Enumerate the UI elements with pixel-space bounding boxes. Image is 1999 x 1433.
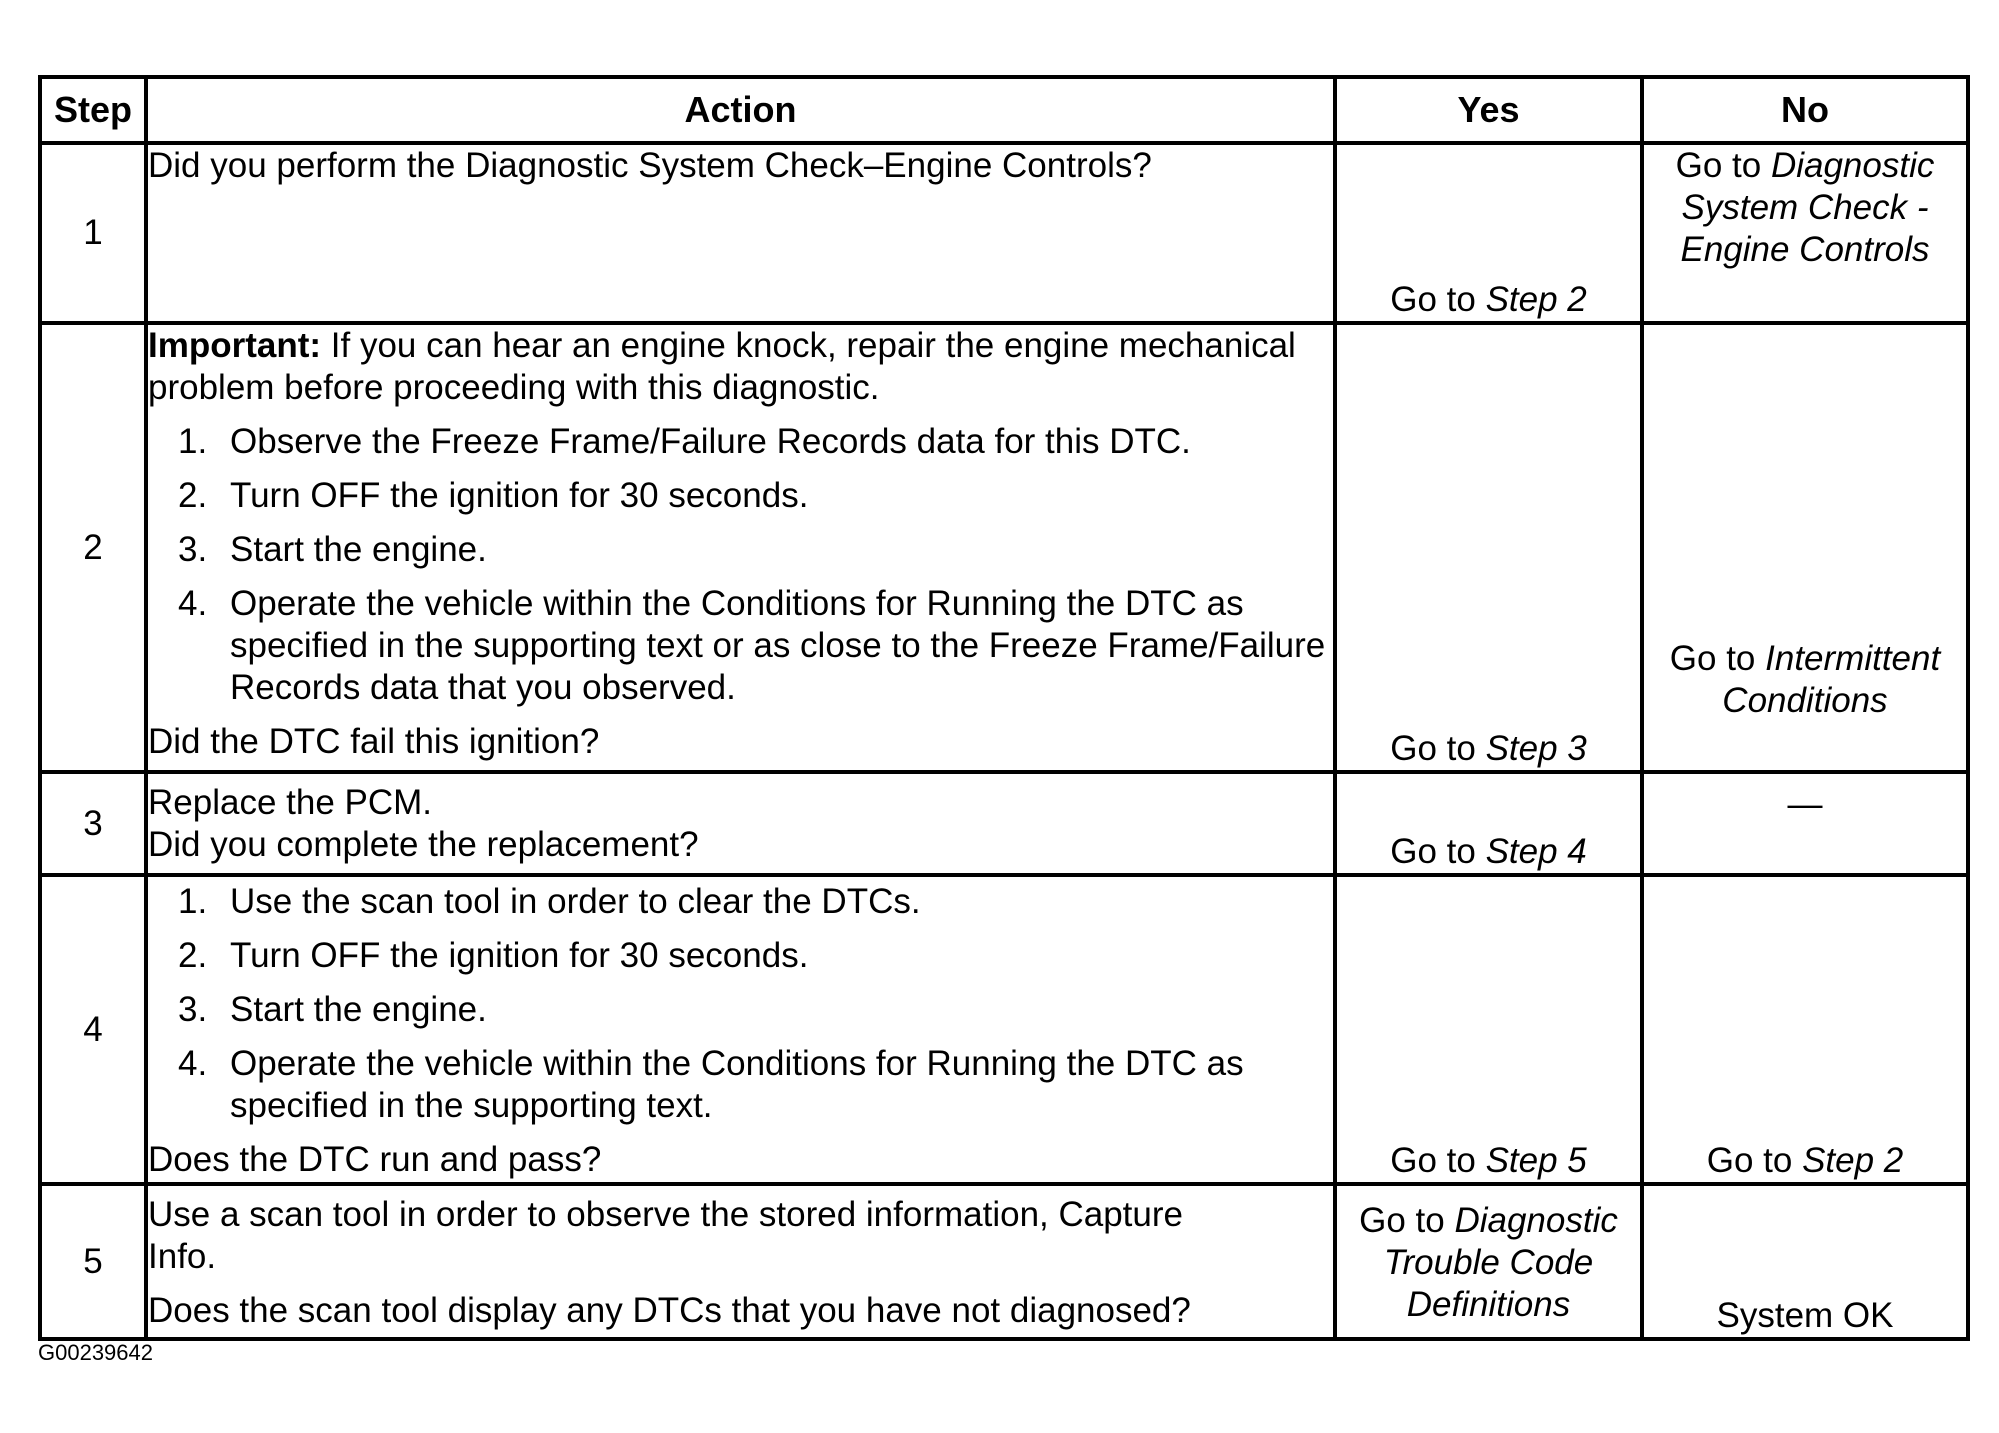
action-question: Does the DTC run and pass? — [148, 1140, 602, 1179]
action-cell — [146, 772, 1335, 875]
table-row — [40, 323, 1968, 772]
no-target-line3: Engine Controls — [1680, 230, 1930, 269]
yes-prefix: Go to — [1390, 1141, 1476, 1180]
action-cell — [146, 143, 1335, 323]
list-item — [148, 989, 1333, 1031]
list-item-number: 4. — [178, 1044, 208, 1083]
list-item — [148, 583, 1333, 709]
list-item-number: 1. — [178, 882, 208, 921]
no-target-line1: Intermittent — [1765, 639, 1941, 678]
step-number: 5 — [40, 1184, 146, 1339]
important-text: If you can hear an engine knock, repair the engine mechanical problem before proceeding with this diagnostic. — [148, 326, 1296, 407]
yes-prefix: Go to — [1390, 832, 1476, 871]
header-row — [40, 77, 1968, 143]
action-text: Use a scan tool in order to observe the stored information, Capture Info. — [148, 1195, 1183, 1276]
figure-id: G00239642 — [38, 1340, 153, 1365]
yes-target: Step 4 — [1485, 832, 1587, 871]
header-step: Step — [40, 77, 146, 143]
list-item — [148, 421, 1333, 463]
yes-target: Step 3 — [1485, 729, 1587, 768]
list-item-text: Observe the Freeze Frame/Failure Records data for this DTC. — [230, 422, 1191, 461]
yes-prefix: Go to — [1390, 280, 1476, 319]
no-target-line2: System Check - — [1681, 188, 1929, 227]
list-item — [148, 529, 1333, 571]
list-item-number: 3. — [178, 530, 208, 569]
list-item-text: Turn OFF the ignition for 30 seconds. — [230, 936, 809, 975]
list-item-text: Operate the vehicle within the Conditions for Running the DTC as specified in the supporting text or as close to the Freeze Frame/Failure Records data that you observed. — [230, 584, 1326, 707]
list-item — [148, 881, 1333, 923]
table-row — [40, 1184, 1968, 1339]
list-item-text: Start the engine. — [230, 990, 487, 1029]
yes-target: Step 2 — [1485, 280, 1587, 319]
list-item-number: 4. — [178, 584, 208, 623]
list-item — [148, 1043, 1333, 1127]
no-cell — [1642, 772, 1968, 875]
step-number: 4 — [40, 875, 146, 1184]
no-prefix: Go to — [1669, 639, 1756, 678]
list-item-text: Turn OFF the ignition for 30 seconds. — [230, 476, 809, 515]
list-item-number: 2. — [178, 936, 208, 975]
no-cell — [1642, 143, 1968, 323]
list-item-text: Operate the vehicle within the Conditions for Running the DTC as specified in the supporting text. — [230, 1044, 1244, 1125]
yes-cell — [1335, 1184, 1642, 1339]
yes-cell — [1335, 323, 1642, 772]
table-row — [40, 875, 1968, 1184]
step-number: 1 — [40, 143, 146, 323]
list-item-text: Start the engine. — [230, 530, 487, 569]
step-number: 2 — [40, 323, 146, 772]
list-item — [148, 935, 1333, 977]
list-item-number: 3. — [178, 990, 208, 1029]
list-item-text: Use the scan tool in order to clear the DTCs. — [230, 882, 921, 921]
yes-target-line3: Definitions — [1406, 1285, 1571, 1324]
no-prefix: Go to — [1675, 146, 1762, 185]
action-cell — [146, 323, 1335, 772]
list-item-number: 1. — [178, 422, 208, 461]
no-target: Step 2 — [1802, 1141, 1904, 1180]
no-prefix: Go to — [1706, 1141, 1793, 1180]
action-question: Does the scan tool display any DTCs that you have not diagnosed? — [148, 1291, 1191, 1330]
table-row — [40, 143, 1968, 323]
action-text: Replace the PCM. — [148, 783, 433, 822]
action-cell — [146, 1184, 1335, 1339]
no-cell — [1642, 323, 1968, 772]
yes-cell — [1335, 143, 1642, 323]
yes-prefix: Go to — [1390, 729, 1476, 768]
procedure-list — [148, 421, 1333, 709]
no-dash: — — [1787, 785, 1823, 824]
yes-target-line2: Trouble Code — [1383, 1243, 1594, 1282]
no-cell — [1642, 875, 1968, 1184]
list-item-number: 2. — [178, 476, 208, 515]
table-row — [40, 772, 1968, 875]
yes-prefix: Go to — [1359, 1201, 1445, 1240]
header-yes: Yes — [1335, 77, 1642, 143]
no-text: System OK — [1716, 1296, 1894, 1335]
yes-cell — [1335, 772, 1642, 875]
yes-target-line1: Diagnostic — [1454, 1201, 1618, 1240]
yes-cell — [1335, 875, 1642, 1184]
action-question: Did you perform the Diagnostic System Check–Engine Controls? — [148, 146, 1152, 185]
yes-target: Step 5 — [1485, 1141, 1587, 1180]
no-target-line1: Diagnostic — [1770, 146, 1935, 185]
no-target-line2: Conditions — [1722, 681, 1888, 720]
action-cell — [146, 875, 1335, 1184]
action-question: Did you complete the replacement? — [148, 825, 699, 864]
action-question: Did the DTC fail this ignition? — [148, 722, 600, 761]
important-label: Important: — [148, 326, 322, 365]
diagnostic-table-container — [38, 75, 1966, 1341]
header-no: No — [1642, 77, 1968, 143]
step-number: 3 — [40, 772, 146, 875]
diagnostic-table — [38, 75, 1970, 1341]
header-action: Action — [146, 77, 1335, 143]
procedure-list — [148, 881, 1333, 1127]
list-item — [148, 475, 1333, 517]
important-note — [148, 325, 1333, 409]
no-cell — [1642, 1184, 1968, 1339]
